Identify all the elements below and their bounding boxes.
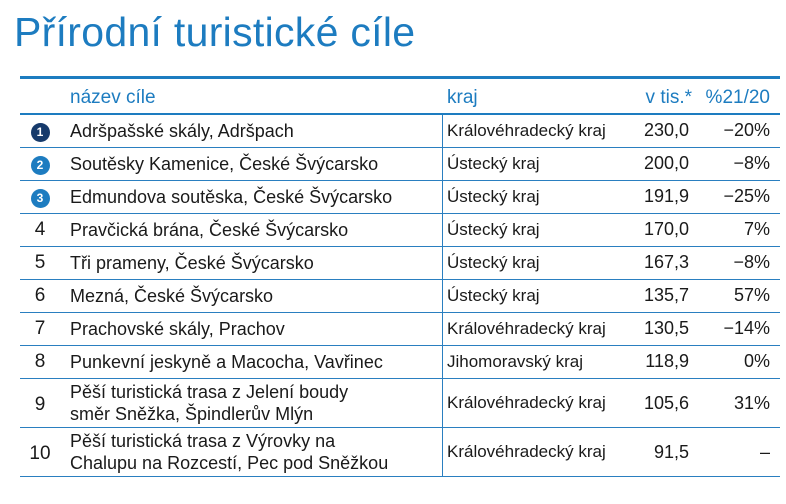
column-header-kraj: kraj: [447, 87, 478, 108]
change-cell: –: [759, 442, 770, 462]
name-cell: [70, 430, 388, 474]
kraj-cell: Ústecký kraj: [447, 253, 540, 272]
value-cell: 200,0: [643, 153, 689, 173]
change-cell: 57%: [733, 285, 770, 305]
column-header-change: %21/20: [705, 87, 770, 108]
rank-cell: [20, 153, 60, 175]
name-line: Mezná, České Švýcarsko: [70, 286, 274, 306]
rank-cell: [20, 186, 60, 208]
name-cell: [70, 351, 383, 373]
change-cell: −8%: [733, 252, 770, 272]
value-cell: 118,9: [645, 351, 689, 371]
table-row: [20, 346, 780, 379]
table-row: [20, 115, 780, 148]
rank-badge: 3: [31, 189, 50, 208]
name-line: Soutěsky Kamenice, České Švýcarsko: [70, 154, 379, 174]
table-row: [20, 428, 780, 477]
name-line-2: Chalupu na Rozcestí, Pec pod Sněžkou: [70, 453, 389, 473]
change-cell: 7%: [743, 219, 770, 239]
kraj-cell: Ústecký kraj: [447, 220, 540, 239]
column-divider: [442, 379, 443, 427]
column-divider: [442, 247, 443, 279]
name-cell: [70, 318, 285, 340]
name-line: Prachovské skály, Prachov: [70, 319, 285, 339]
name-line: Pravčická brána, České Švýcarsko: [70, 220, 349, 240]
name-cell: [70, 285, 273, 307]
column-divider: [442, 346, 443, 378]
column-divider: [442, 148, 443, 180]
rank-cell: [20, 120, 60, 142]
name-line: Adršpašské skály, Adršpach: [70, 121, 294, 141]
table-row: [20, 313, 780, 346]
name-line: Pěší turistická trasa z Výrovky na: [70, 431, 336, 451]
rank-cell: 6: [34, 285, 46, 306]
kraj-cell: Jihomoravský kraj: [447, 352, 584, 371]
kraj-cell: Ústecký kraj: [447, 286, 540, 305]
column-header-name: název cíle: [70, 87, 156, 108]
rank-cell: 4: [34, 219, 46, 240]
column-divider: [442, 115, 443, 147]
change-cell: 31%: [733, 393, 770, 413]
rank-cell: 10: [29, 443, 51, 464]
value-cell: 105,6: [643, 393, 689, 413]
change-cell: −8%: [733, 153, 770, 173]
rank-cell: 9: [34, 394, 46, 415]
table-row: [20, 148, 780, 181]
value-cell: 170,0: [643, 219, 689, 239]
kraj-cell: Ústecký kraj: [447, 154, 540, 173]
kraj-cell: Královéhradecký kraj: [447, 442, 606, 461]
page-title: Přírodní turistické cíle: [14, 9, 416, 55]
value-cell: 135,7: [643, 285, 689, 305]
name-cell: [70, 381, 348, 425]
value-cell: 167,3: [643, 252, 689, 272]
change-cell: 0%: [743, 351, 770, 371]
name-cell: [70, 120, 294, 142]
change-cell: −14%: [723, 318, 770, 338]
rank-cell: 5: [34, 252, 46, 273]
value-cell: 91,5: [653, 442, 689, 462]
column-header-value: v tis.*: [645, 87, 692, 108]
value-cell: 130,5: [643, 318, 689, 338]
name-line: Punkevní jeskyně a Macocha, Vavřinec: [70, 352, 383, 372]
rank-cell: 8: [34, 351, 46, 372]
value-cell: 230,0: [643, 120, 689, 140]
name-line: Edmundova soutěska, České Švýcarsko: [70, 187, 393, 207]
kraj-cell: Královéhradecký kraj: [447, 121, 606, 140]
kraj-cell: Královéhradecký kraj: [447, 319, 606, 338]
column-divider: [442, 181, 443, 213]
table-header: [20, 79, 780, 115]
name-line: Tři prameny, České Švýcarsko: [70, 253, 314, 273]
destinations-table: [20, 76, 780, 477]
kraj-cell: Ústecký kraj: [447, 187, 540, 206]
name-line: Pěší turistická trasa z Jelení boudy: [70, 382, 349, 402]
kraj-cell: Královéhradecký kraj: [447, 393, 606, 412]
change-cell: −20%: [723, 120, 770, 140]
name-cell: [70, 186, 392, 208]
value-cell: 191,9: [643, 186, 689, 206]
change-cell: −25%: [723, 186, 770, 206]
column-divider: [442, 214, 443, 246]
name-cell: [70, 219, 348, 241]
table-row: [20, 247, 780, 280]
column-divider: [442, 428, 443, 476]
table-row: [20, 214, 780, 247]
name-line-2: směr Sněžka, Špindlerův Mlýn: [70, 404, 314, 424]
name-cell: [70, 252, 314, 274]
column-divider: [442, 313, 443, 345]
column-divider: [442, 280, 443, 312]
table-row: [20, 181, 780, 214]
table-row: [20, 379, 780, 428]
rank-badge: 1: [31, 123, 50, 142]
rank-cell: 7: [34, 318, 46, 339]
table-row: [20, 280, 780, 313]
rank-badge: 2: [31, 156, 50, 175]
name-cell: [70, 153, 378, 175]
